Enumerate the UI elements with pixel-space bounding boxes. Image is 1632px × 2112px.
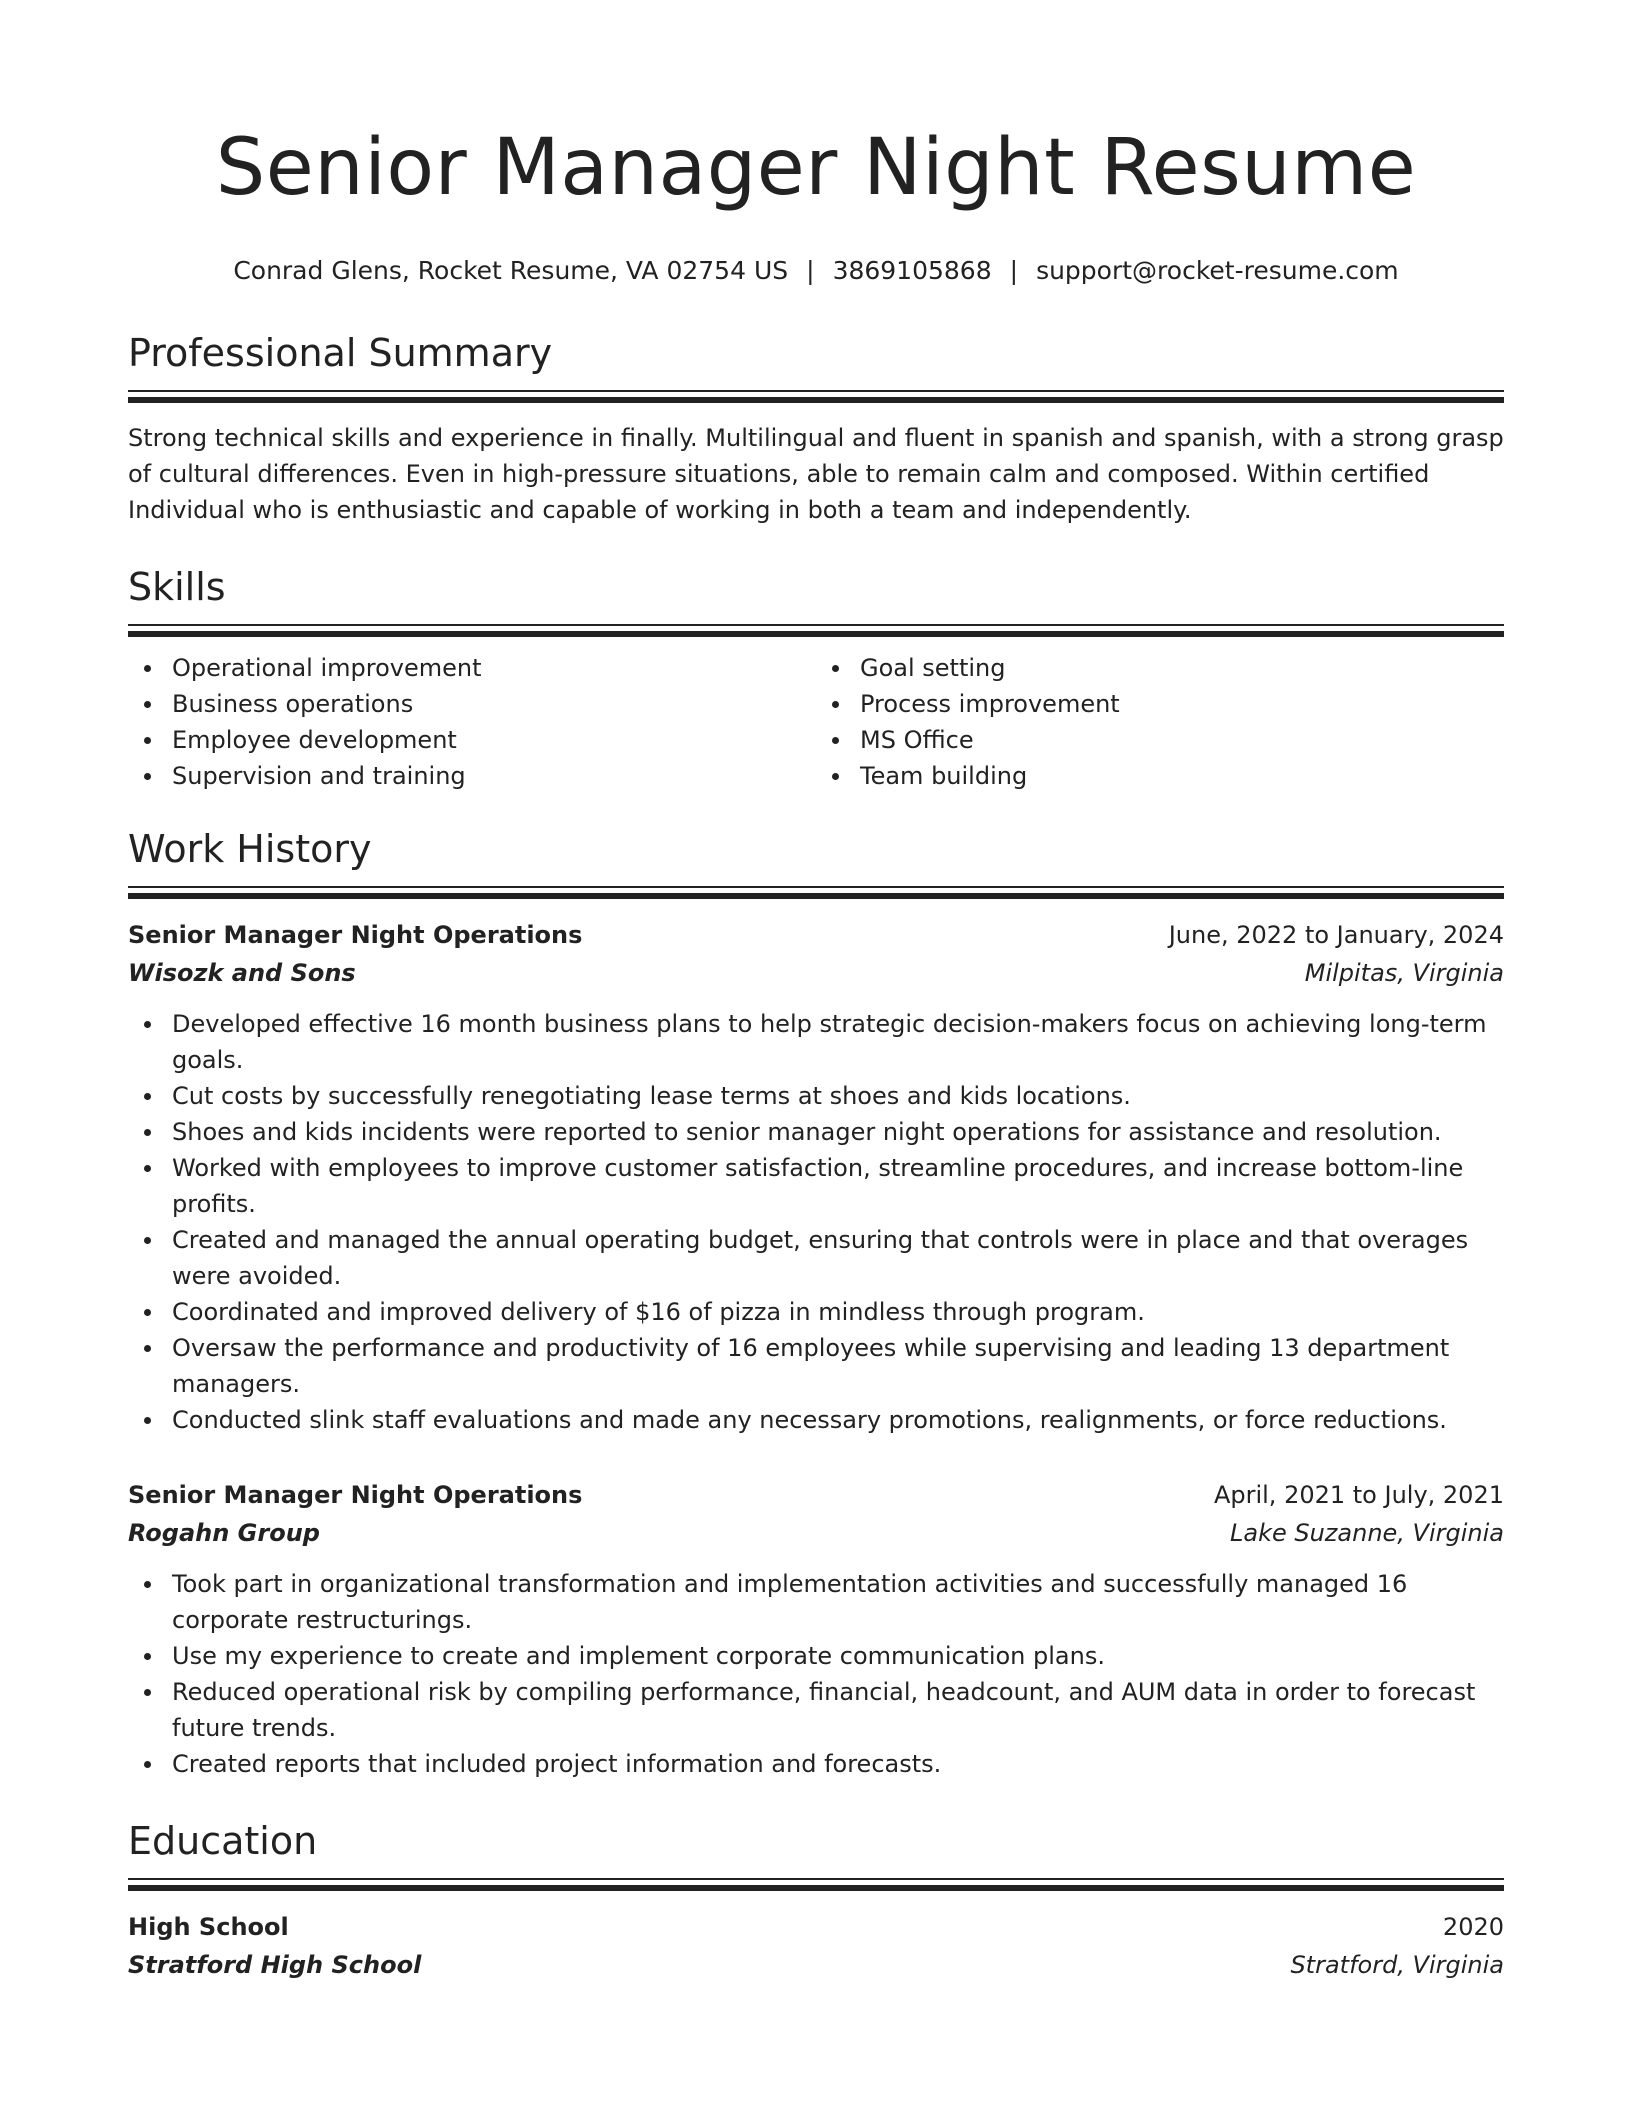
skills-column-right xyxy=(816,650,1504,794)
section-work-history xyxy=(128,824,1504,1782)
job-bullet: Shoes and kids incidents were reported to senior manager night operations for assistance and resolution. xyxy=(172,1114,1504,1150)
skill-item: Process improvement xyxy=(860,686,1504,722)
education-location: Stratford, Virginia xyxy=(1290,1951,1504,1979)
education-entry xyxy=(128,1908,1504,1984)
job-bullet: Developed effective 16 month business plans to help strategic decision-makers focus on achieving long-term goals. xyxy=(172,1006,1504,1078)
job-bullet: Worked with employees to improve customer satisfaction, streamline procedures, and increase bottom-line profits. xyxy=(172,1150,1504,1222)
resume-title: Senior Manager Night Resume xyxy=(215,123,1417,213)
job-entry xyxy=(128,916,1504,1438)
job-subheader-row xyxy=(128,954,1504,992)
skills-grid xyxy=(128,650,1504,794)
skill-item: Supervision and training xyxy=(172,758,816,794)
job-location: Lake Suzanne, Virginia xyxy=(1229,1519,1504,1547)
skill-item: Business operations xyxy=(172,686,816,722)
skills-column-left xyxy=(128,650,816,794)
contact-separator: | xyxy=(1009,256,1019,285)
contact-line xyxy=(128,254,1504,288)
contact-address: Conrad Glens, Rocket Resume, VA 02754 US xyxy=(233,256,789,285)
job-dates: April, 2021 to July, 2021 xyxy=(1213,1481,1504,1509)
section-divider xyxy=(128,1878,1504,1890)
section-divider xyxy=(128,390,1504,402)
skill-item: Employee development xyxy=(172,722,816,758)
job-subheader-row xyxy=(128,1514,1504,1552)
skill-item: Goal setting xyxy=(860,650,1504,686)
summary-text: Strong technical skills and experience in finally. Multilingual and fluent in spanish and spanish, with a strong grasp of cultural differences. Even in high-pressure situations, able to remain calm and composed. Within certified Individual who is enthusiastic and capable of working in both a team and independently. xyxy=(128,424,1504,524)
section-heading: Skills xyxy=(128,565,226,609)
job-dates: June, 2022 to January, 2024 xyxy=(1168,921,1504,949)
job-bullet: Created reports that included project information and forecasts. xyxy=(172,1746,1504,1782)
job-entry xyxy=(128,1476,1504,1782)
section-skills xyxy=(128,562,1504,794)
job-bullets xyxy=(128,1566,1504,1782)
contact-email[interactable]: support@rocket-resume.com xyxy=(1036,256,1399,285)
job-title: Senior Manager Night Operations xyxy=(128,921,583,949)
education-degree: High School xyxy=(128,1913,289,1941)
contact-separator: | xyxy=(806,256,815,285)
skill-item: Team building xyxy=(860,758,1504,794)
job-header-row xyxy=(128,1476,1504,1514)
job-bullet: Coordinated and improved delivery of $16 of pizza in mindless through program. xyxy=(172,1294,1504,1330)
education-school: Stratford High School xyxy=(128,1951,422,1979)
job-bullets xyxy=(128,1006,1504,1438)
job-bullet: Reduced operational risk by compiling performance, financial, headcount, and AUM data in order to forecast future trends. xyxy=(172,1674,1504,1746)
section-summary xyxy=(128,328,1504,528)
section-education xyxy=(128,1816,1504,1984)
job-company: Rogahn Group xyxy=(128,1519,320,1547)
job-header-row xyxy=(128,916,1504,954)
job-bullet: Conducted slink staff evaluations and made any necessary promotions, realignments, or force reductions. xyxy=(172,1402,1504,1438)
section-divider xyxy=(128,624,1504,636)
job-company: Wisozk and Sons xyxy=(128,959,356,987)
section-heading: Work History xyxy=(128,827,372,871)
job-bullet: Use my experience to create and implement corporate communication plans. xyxy=(172,1638,1504,1674)
skill-item: Operational improvement xyxy=(172,650,816,686)
job-bullet: Took part in organizational transformation and implementation activities and successfully managed 16 corporate restructurings. xyxy=(172,1566,1504,1638)
education-subheader-row xyxy=(128,1946,1504,1984)
section-divider xyxy=(128,886,1504,898)
job-bullet: Cut costs by successfully renegotiating lease terms at shoes and kids locations. xyxy=(172,1078,1504,1114)
job-bullet: Created and managed the annual operating budget, ensuring that controls were in place and that overages were avoided. xyxy=(172,1222,1504,1294)
job-bullet: Oversaw the performance and productivity of 16 employees while supervising and leading 13 department managers. xyxy=(172,1330,1504,1402)
section-heading: Professional Summary xyxy=(128,331,553,375)
education-year: 2020 xyxy=(1442,1913,1504,1941)
contact-phone: 3869105868 xyxy=(832,256,992,285)
section-heading: Education xyxy=(128,1819,318,1863)
skill-item: MS Office xyxy=(860,722,1504,758)
job-location: Milpitas, Virginia xyxy=(1304,959,1504,987)
education-header-row xyxy=(128,1908,1504,1946)
job-title: Senior Manager Night Operations xyxy=(128,1481,583,1509)
